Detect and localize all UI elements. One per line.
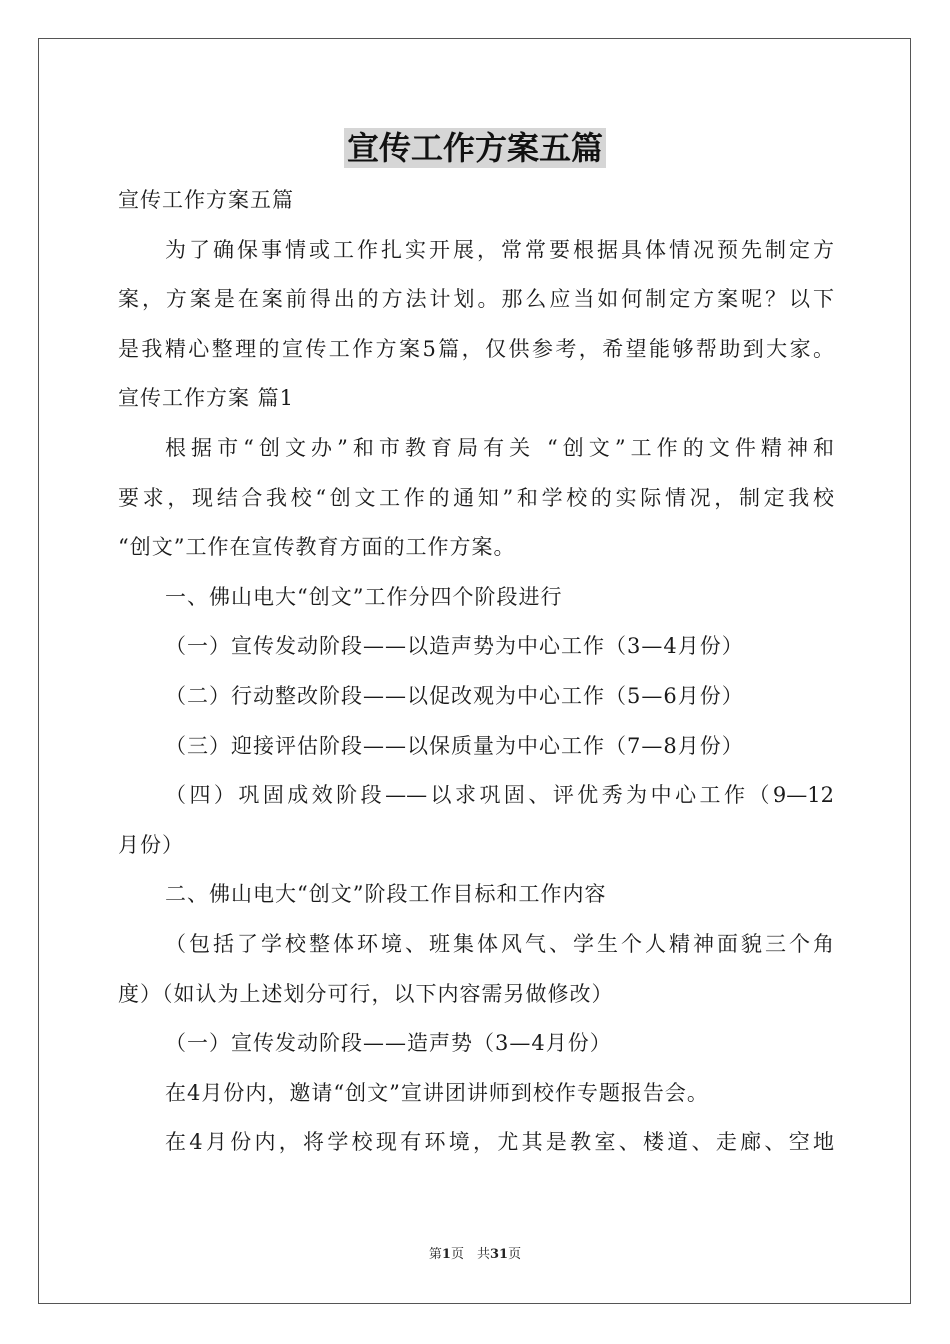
text-line: 月份） bbox=[118, 832, 184, 857]
text-line: （三）迎接评估阶段——以保质量为中心工作（7—8月份） bbox=[165, 733, 744, 758]
text-line: “创文”工作在宣传教育方面的工作方案。 bbox=[118, 535, 516, 560]
document-body bbox=[118, 176, 834, 1168]
footer-page-number: 1 bbox=[441, 1247, 451, 1262]
text-line: 二、佛山电大“创文”阶段工作目标和工作内容 bbox=[165, 882, 607, 907]
text-line: （二）行动整改阶段——以促改观为中心工作（5—6月份） bbox=[165, 683, 744, 708]
text-line: 宣传工作方案 篇1 bbox=[118, 386, 295, 411]
title-wrap bbox=[0, 128, 950, 168]
text-line: 为了确保事情或工作扎实开展，常常要根据具体情况预先制定方 bbox=[165, 237, 834, 262]
text-line: 在4月份内，将学校现有环境，尤其是教室、楼道、走廊、空地 bbox=[165, 1130, 834, 1155]
footer-total-pages: 31 bbox=[489, 1247, 509, 1262]
text-line: 是我精心整理的宣传工作方案5篇，仅供参考，希望能够帮助到大家。 bbox=[118, 336, 834, 361]
text-line: （四）巩固成效阶段——以求巩固、评优秀为中心工作（9—12 bbox=[165, 783, 834, 808]
text-line: 一、佛山电大“创文”工作分四个阶段进行 bbox=[165, 584, 563, 609]
text-line: 案，方案是在案前得出的方法计划。那么应当如何制定方案呢？以下 bbox=[118, 287, 834, 312]
text-line: 宣传工作方案五篇 bbox=[118, 188, 294, 212]
text-line: 根据市“创文办”和市教育局有关 “创文”工作的文件精神和 bbox=[165, 435, 834, 460]
text-line: （包括了学校整体环境、班集体风气、学生个人精神面貌三个角 bbox=[165, 931, 834, 956]
footer-prefix: 第 bbox=[428, 1247, 442, 1262]
text-line: （一）宣传发动阶段——以造声势为中心工作（3—4月份） bbox=[165, 634, 744, 659]
text-line: 要求，现结合我校“创文工作的通知”和学校的实际情况，制定我校 bbox=[118, 485, 834, 510]
text-line: （一）宣传发动阶段——造声势（3—4月份） bbox=[165, 1031, 612, 1056]
footer-mid: 页 共 bbox=[450, 1247, 490, 1262]
document-title: 宣传工作方案五篇 bbox=[344, 128, 606, 168]
page-footer bbox=[0, 1243, 950, 1262]
text-line: 在4月份内，邀请“创文”宣讲团讲师到校作专题报告会。 bbox=[165, 1080, 709, 1105]
footer-suffix: 页 bbox=[508, 1247, 522, 1262]
text-line: 度）（如认为上述划分可行，以下内容需另做修改） bbox=[118, 981, 614, 1006]
